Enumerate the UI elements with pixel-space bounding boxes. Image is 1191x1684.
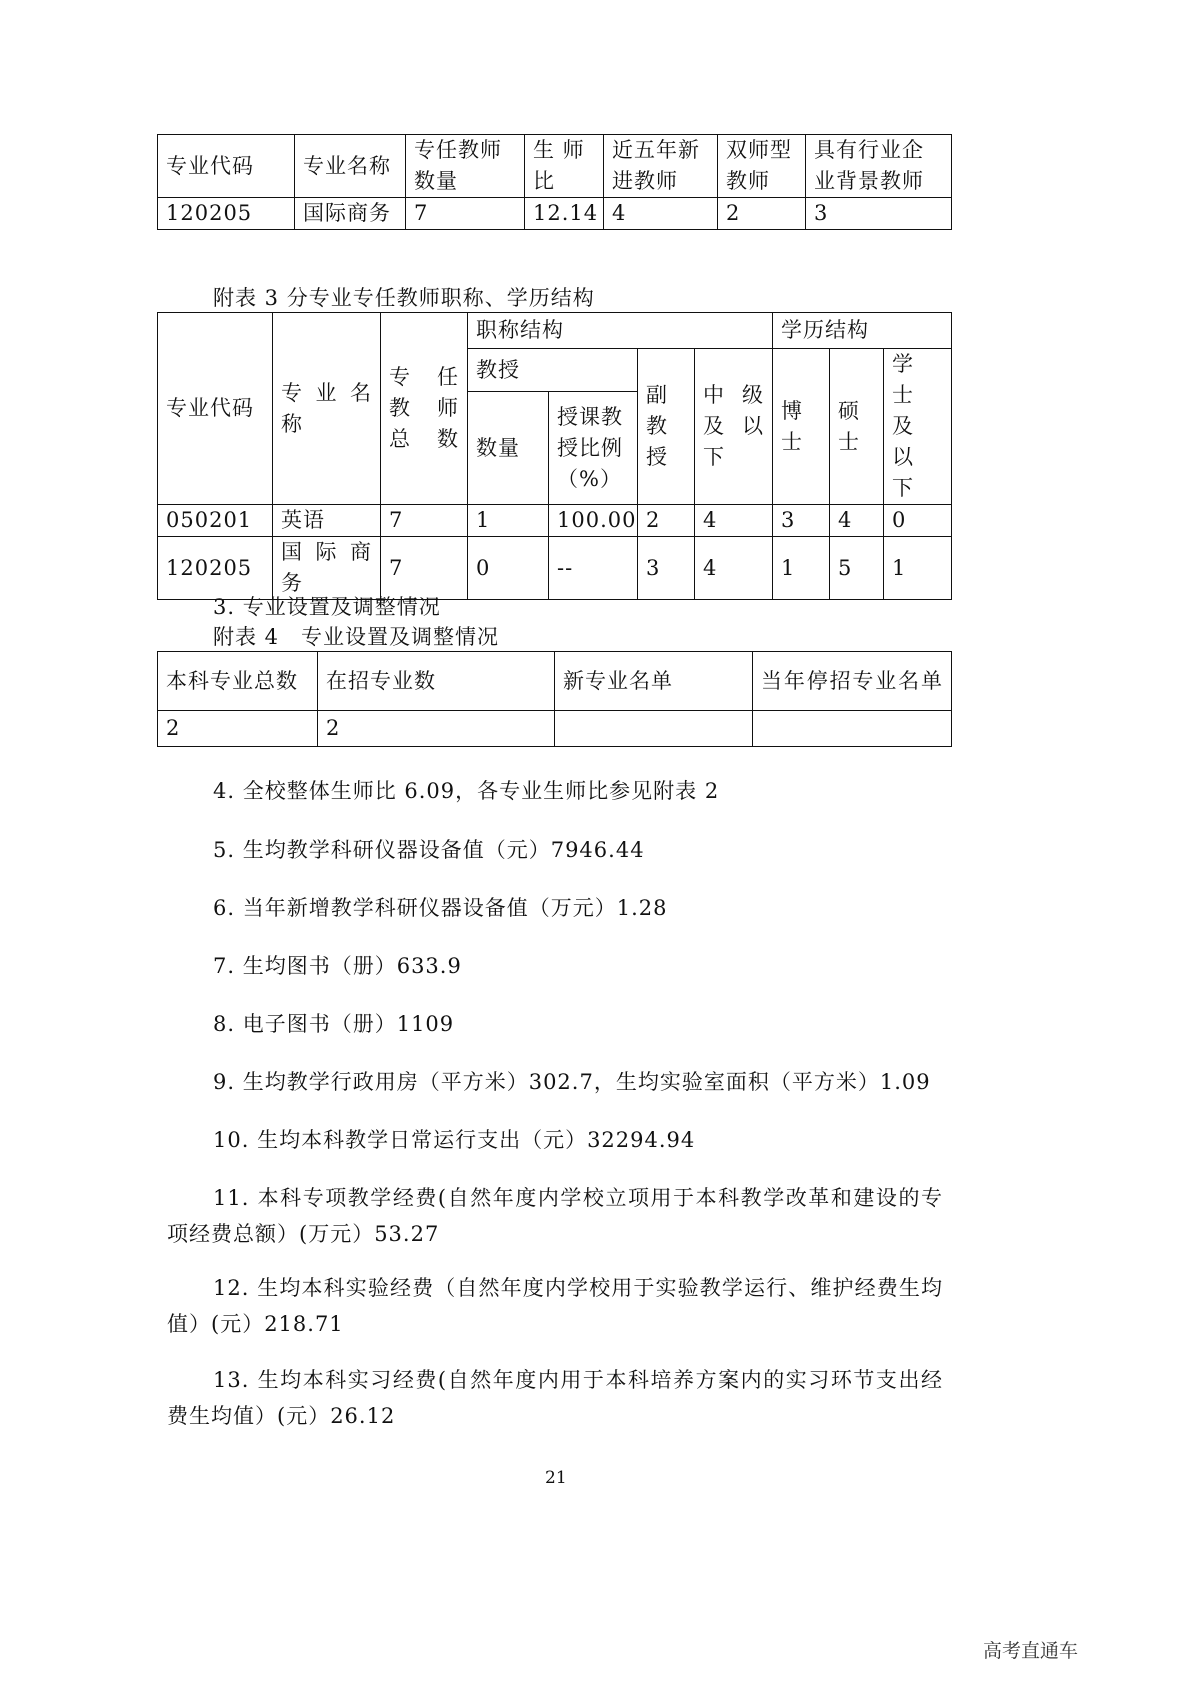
- table-row: [158, 505, 952, 537]
- header-cell: 专 业 名 称: [273, 313, 381, 505]
- table-cell: 0: [468, 537, 549, 600]
- table-cell: 100.00: [549, 505, 638, 537]
- item-7: 7. 生均图书（册）633.9: [213, 954, 462, 978]
- table-cell: 7: [381, 537, 468, 600]
- table-cell: 7: [381, 505, 468, 537]
- table-cell: 2: [158, 711, 318, 747]
- table-cell: 国 际 商 务: [273, 537, 381, 600]
- header-cell: 专业代码: [158, 135, 295, 198]
- header-cell: 具有行业企业背景教师: [806, 135, 952, 198]
- table-header-row: [158, 652, 952, 711]
- table-row: [158, 198, 952, 230]
- table-cell: 12.14: [525, 198, 604, 230]
- header-cell: 职称结构: [468, 313, 773, 349]
- table-cell: 1: [468, 505, 549, 537]
- teacher-stats-table: [157, 134, 952, 230]
- table4-caption: 附表 4 专业设置及调整情况: [213, 625, 500, 649]
- header-cell: 近五年新进教师: [604, 135, 718, 198]
- table-cell: 3: [806, 198, 952, 230]
- table-cell: 国际商务: [295, 198, 406, 230]
- item-13-line1: 13. 生均本科实习经费(自然年度内用于本科培养方案内的实习环节支出经: [213, 1368, 943, 1392]
- item-12-line2: 值）(元）218.71: [167, 1312, 344, 1336]
- watermark: 高考直通车: [983, 1640, 1079, 1662]
- major-setting-table: [157, 651, 952, 747]
- table-cell: 0: [884, 505, 952, 537]
- header-cell: 在招专业数: [318, 652, 555, 711]
- header-cell: 本科专业总数: [158, 652, 318, 711]
- item-13-line2: 费生均值）(元）26.12: [167, 1404, 396, 1428]
- table-cell: 4: [604, 198, 718, 230]
- table-cell: 4: [830, 505, 884, 537]
- header-cell: 中 级 及 以 下: [695, 349, 773, 505]
- header-cell: 博士: [773, 349, 830, 505]
- table-cell: 5: [830, 537, 884, 600]
- page-number: 21: [545, 1468, 567, 1488]
- table-cell: 7: [406, 198, 525, 230]
- header-cell: 专 任 教 师 总数: [381, 313, 468, 505]
- table-cell: 2: [318, 711, 555, 747]
- table-cell: 4: [695, 505, 773, 537]
- header-cell: 硕士: [830, 349, 884, 505]
- table-cell: 2: [718, 198, 806, 230]
- title-degree-table: [157, 312, 952, 600]
- table-header-row: [158, 135, 952, 198]
- header-cell: 数量: [468, 392, 549, 505]
- item-6: 6. 当年新增教学科研仪器设备值（万元）1.28: [213, 896, 668, 920]
- table-cell: 1: [773, 537, 830, 600]
- header-cell: 专任教师数量: [406, 135, 525, 198]
- header-cell: 生 师比: [525, 135, 604, 198]
- table-cell: 3: [773, 505, 830, 537]
- table-cell: 2: [638, 505, 695, 537]
- item-11-line1: 11. 本科专项教学经费(自然年度内学校立项用于本科教学改革和建设的专: [213, 1186, 943, 1210]
- table-row: [158, 711, 952, 747]
- header-cell: 学 士 及 以 下: [884, 349, 952, 505]
- item-11-line2: 项经费总额）(万元）53.27: [167, 1222, 440, 1246]
- table-cell: 3: [638, 537, 695, 600]
- header-cell: 双师型教师: [718, 135, 806, 198]
- item-12-line1: 12. 生均本科实验经费（自然年度内学校用于实验教学运行、维护经费生均: [213, 1276, 943, 1300]
- table-row: [158, 537, 952, 600]
- header-cell: 专业代码: [158, 313, 273, 505]
- header-cell: 新专业名单: [555, 652, 753, 711]
- table-cell: [555, 711, 753, 747]
- header-cell: 专业名称: [295, 135, 406, 198]
- section-title: 3. 专业设置及调整情况: [213, 595, 441, 619]
- table-cell: 英语: [273, 505, 381, 537]
- table-cell: 050201: [158, 505, 273, 537]
- item-10: 10. 生均本科教学日常运行支出（元）32294.94: [213, 1128, 696, 1152]
- table-cell: 1: [884, 537, 952, 600]
- table-cell: --: [549, 537, 638, 600]
- item-5: 5. 生均教学科研仪器设备值（元）7946.44: [213, 838, 645, 862]
- table-header-row: [158, 313, 952, 349]
- table-cell: 120205: [158, 198, 295, 230]
- header-cell: 学历结构: [773, 313, 952, 349]
- header-cell: 教授: [468, 349, 638, 392]
- header-cell: 授课教授比例（%）: [549, 392, 638, 505]
- table-cell: 120205: [158, 537, 273, 600]
- item-8: 8. 电子图书（册）1109: [213, 1012, 455, 1036]
- item-9: 9. 生均教学行政用房（平方米）302.7，生均实验室面积（平方米）1.09: [213, 1070, 931, 1094]
- table-cell: 4: [695, 537, 773, 600]
- header-cell: 当年停招专业名单: [753, 652, 952, 711]
- item-4: 4. 全校整体生师比 6.09，各专业生师比参见附表 2: [213, 779, 720, 803]
- table-cell: [753, 711, 952, 747]
- header-cell: 副教授: [638, 349, 695, 505]
- table3-caption: 附表 3 分专业专任教师职称、学历结构: [213, 286, 595, 310]
